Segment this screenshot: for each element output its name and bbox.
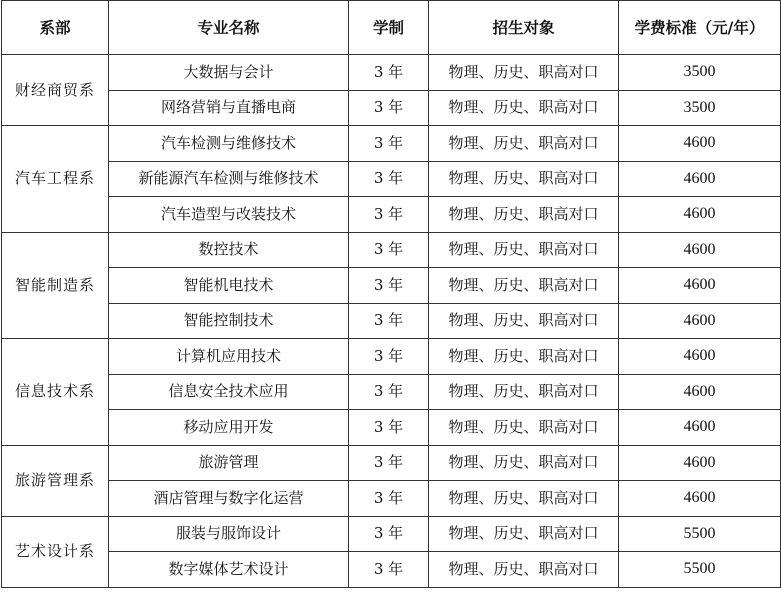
fee-cell: 4600 — [619, 197, 781, 233]
table-row — [2, 516, 781, 552]
fee-cell: 4600 — [619, 481, 781, 517]
fee-cell: 4600 — [619, 410, 781, 446]
major-cell: 网络营销与直播电商 — [109, 90, 349, 126]
duration-cell: 3 年 — [349, 410, 429, 446]
table-row — [2, 90, 781, 126]
major-cell: 旅游管理 — [109, 445, 349, 481]
fee-cell: 4600 — [619, 303, 781, 339]
header-major: 专业名称 — [109, 1, 349, 55]
major-cell: 信息安全技术应用 — [109, 374, 349, 410]
department-cell: 财经商贸系 — [2, 55, 109, 126]
target-cell: 物理、历史、职高对口 — [429, 90, 619, 126]
duration-cell: 3 年 — [349, 303, 429, 339]
table-row — [2, 268, 781, 304]
fee-cell: 4600 — [619, 445, 781, 481]
target-cell: 物理、历史、职高对口 — [429, 481, 619, 517]
target-cell: 物理、历史、职高对口 — [429, 232, 619, 268]
fee-cell: 4600 — [619, 339, 781, 375]
header-duration: 学制 — [349, 1, 429, 55]
header-dept: 系部 — [2, 1, 109, 55]
header-row — [2, 1, 781, 55]
header-fee: 学费标准（元/年） — [619, 1, 781, 55]
table-row — [2, 126, 781, 162]
major-cell: 汽车检测与维修技术 — [109, 126, 349, 162]
fee-cell: 4600 — [619, 268, 781, 304]
department-cell: 旅游管理系 — [2, 445, 109, 516]
target-cell: 物理、历史、职高对口 — [429, 55, 619, 91]
header-target: 招生对象 — [429, 1, 619, 55]
duration-cell: 3 年 — [349, 197, 429, 233]
target-cell: 物理、历史、职高对口 — [429, 410, 619, 446]
duration-cell: 3 年 — [349, 339, 429, 375]
duration-cell: 3 年 — [349, 552, 429, 588]
target-cell: 物理、历史、职高对口 — [429, 126, 619, 162]
duration-cell: 3 年 — [349, 161, 429, 197]
table-row — [2, 161, 781, 197]
major-cell: 计算机应用技术 — [109, 339, 349, 375]
duration-cell: 3 年 — [349, 481, 429, 517]
duration-cell: 3 年 — [349, 445, 429, 481]
major-cell: 移动应用开发 — [109, 410, 349, 446]
duration-cell: 3 年 — [349, 55, 429, 91]
table-row — [2, 339, 781, 375]
major-cell: 智能控制技术 — [109, 303, 349, 339]
major-cell: 大数据与会计 — [109, 55, 349, 91]
target-cell: 物理、历史、职高对口 — [429, 197, 619, 233]
major-cell: 新能源汽车检测与维修技术 — [109, 161, 349, 197]
table-row — [2, 552, 781, 588]
fee-cell: 4600 — [619, 374, 781, 410]
major-cell: 数字媒体艺术设计 — [109, 552, 349, 588]
major-cell: 服装与服饰设计 — [109, 516, 349, 552]
table-row — [2, 232, 781, 268]
target-cell: 物理、历史、职高对口 — [429, 268, 619, 304]
fee-cell: 5500 — [619, 552, 781, 588]
duration-cell: 3 年 — [349, 516, 429, 552]
major-cell: 酒店管理与数字化运营 — [109, 481, 349, 517]
major-cell: 智能机电技术 — [109, 268, 349, 304]
table-row — [2, 410, 781, 446]
target-cell: 物理、历史、职高对口 — [429, 445, 619, 481]
table-row — [2, 303, 781, 339]
target-cell: 物理、历史、职高对口 — [429, 516, 619, 552]
fee-cell: 4600 — [619, 232, 781, 268]
duration-cell: 3 年 — [349, 374, 429, 410]
tuition-table — [1, 0, 781, 588]
target-cell: 物理、历史、职高对口 — [429, 161, 619, 197]
major-cell: 汽车造型与改装技术 — [109, 197, 349, 233]
duration-cell: 3 年 — [349, 126, 429, 162]
target-cell: 物理、历史、职高对口 — [429, 339, 619, 375]
table-body — [2, 55, 781, 588]
table-row — [2, 374, 781, 410]
table-row — [2, 55, 781, 91]
target-cell: 物理、历史、职高对口 — [429, 374, 619, 410]
target-cell: 物理、历史、职高对口 — [429, 552, 619, 588]
duration-cell: 3 年 — [349, 268, 429, 304]
fee-cell: 3500 — [619, 90, 781, 126]
department-cell: 艺术设计系 — [2, 516, 109, 587]
department-cell: 汽车工程系 — [2, 126, 109, 233]
fee-cell: 5500 — [619, 516, 781, 552]
fee-cell: 4600 — [619, 126, 781, 162]
department-cell: 信息技术系 — [2, 339, 109, 446]
fee-cell: 4600 — [619, 161, 781, 197]
table-row — [2, 197, 781, 233]
major-cell: 数控技术 — [109, 232, 349, 268]
target-cell: 物理、历史、职高对口 — [429, 303, 619, 339]
table-row — [2, 445, 781, 481]
table-row — [2, 481, 781, 517]
duration-cell: 3 年 — [349, 232, 429, 268]
department-cell: 智能制造系 — [2, 232, 109, 339]
duration-cell: 3 年 — [349, 90, 429, 126]
fee-cell: 3500 — [619, 55, 781, 91]
